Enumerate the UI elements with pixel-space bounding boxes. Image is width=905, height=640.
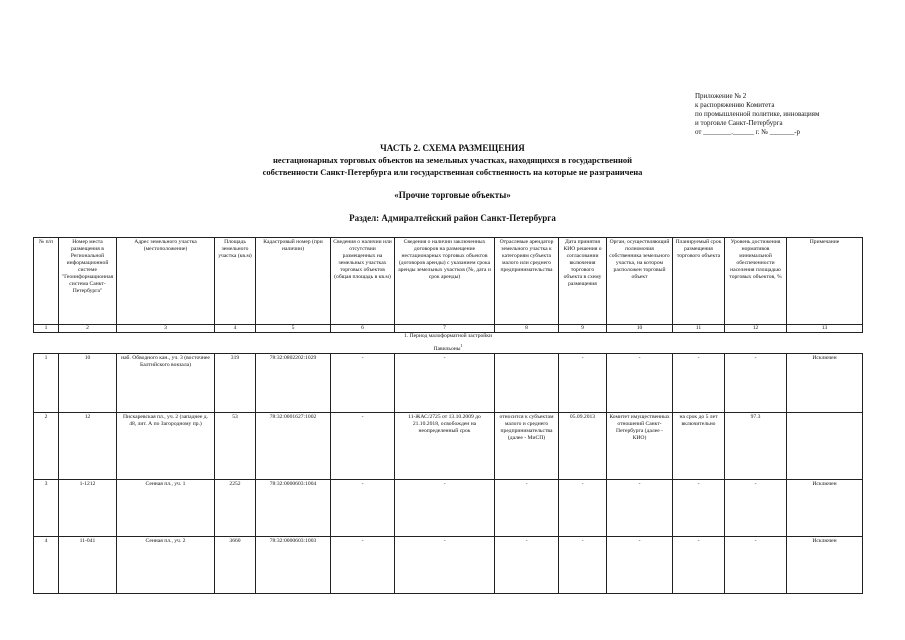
column-number: 10 (607, 325, 673, 333)
column-number: 11 (673, 325, 725, 333)
table-cell: 78:32:0000603:1004 (256, 480, 331, 537)
column-header: Площадь земельного участка (кв.м) (215, 238, 256, 325)
table-cell: 319 (215, 354, 256, 413)
appendix-line: и торговле Санкт-Петербурга (695, 119, 783, 127)
column-header: Номер места размещения в Региональной информационной системе "Геоинформационная система Санкт-Петербурга" (59, 238, 117, 325)
table-cell (787, 413, 863, 480)
table-cell: относится к субъектам малого и среднего предпринимательства (далее - МиСП) (495, 413, 559, 480)
table-cell: на срок до 5 лет включительно (673, 413, 725, 480)
column-header: Сведения о наличии или отсутствии размещенных на земельных участках торговых объектов (общая площадь в кв.м) (331, 238, 395, 325)
column-number: 13 (787, 325, 863, 333)
table-cell: 97.3 (725, 413, 787, 480)
subsection-label: Павильоны (433, 345, 461, 352)
district-title: Раздел: Адмиралтейский район Санкт-Петербурга (349, 213, 556, 223)
table-cell: 11-041 (59, 537, 117, 594)
column-number: 1 (34, 325, 59, 333)
table-cell: - (395, 537, 495, 594)
table-cell: 53 (215, 413, 256, 480)
table-cell: 10 (59, 354, 117, 413)
table-cell: 1-1212 (59, 480, 117, 537)
table-cell: Комитет имущественных отношений Санкт-Петербурга (далее - КИО) (607, 413, 673, 480)
table-cell: 1 (34, 354, 59, 413)
section-label: 1. Период малоформатной застройки (404, 333, 492, 339)
table-row (34, 537, 863, 594)
table-cell: Сенная пл., уч. 1 (117, 480, 215, 537)
table-row (34, 480, 863, 537)
table-cell: 2 (34, 413, 59, 480)
table-cell: Исключен (787, 354, 863, 413)
table-cell (495, 354, 559, 413)
column-number: 2 (59, 325, 117, 333)
table-cell: - (673, 354, 725, 413)
table-cell: 2252 (215, 480, 256, 537)
column-number: 5 (256, 325, 331, 333)
table-cell: - (673, 537, 725, 594)
column-number-row (34, 325, 863, 333)
table-cell: 3660 (215, 537, 256, 594)
column-header: Планируемый срок размещения торгового объекта (673, 238, 725, 325)
column-header: Дата принятия КИО решения о согласовании включения торгового объекта в схему размещения (559, 238, 607, 325)
column-header: Отраслевые арендатор земельного участка к категориям субъекта малого или среднего предпринимательства (495, 238, 559, 325)
table-cell: - (559, 537, 607, 594)
table-cell: Исключен (787, 537, 863, 594)
appendix-block (695, 92, 895, 137)
table-cell: наб. Обводного кан., уч. 3 (восточнее Балтийского вокзала) (117, 354, 215, 413)
table-cell: 78:32:0001627:1002 (256, 413, 331, 480)
table-cell: - (495, 537, 559, 594)
table-cell: 3 (34, 480, 59, 537)
document-subtitle: нестационарных торговых объектов на земельных участках, находящихся в государственной (273, 155, 632, 165)
table-row (34, 354, 863, 413)
column-header: Орган, осуществляющий полномочия собственника земельного участка, на котором расположен торговый объект (607, 238, 673, 325)
appendix-line: по промышленной политике, инновациям (695, 110, 820, 118)
column-number: 9 (559, 325, 607, 333)
section-row (34, 333, 863, 343)
table-cell: - (607, 354, 673, 413)
table-cell: 12 (59, 413, 117, 480)
column-header: № п/п (34, 238, 59, 325)
table-cell: - (607, 480, 673, 537)
table-cell: 4 (34, 537, 59, 594)
table-cell: - (331, 413, 395, 480)
appendix-line: от ________.______ г. № _______-р (695, 128, 801, 136)
table-cell: - (331, 354, 395, 413)
placement-table (33, 237, 863, 594)
table-cell: - (673, 480, 725, 537)
table-row (34, 413, 863, 480)
table-cell: Сенная пл., уч. 2 (117, 537, 215, 594)
table-cell: - (395, 480, 495, 537)
subsection-row (34, 342, 863, 354)
column-number: 6 (331, 325, 395, 333)
footnote-marker: 1 (460, 343, 463, 348)
part-title: ЧАСТЬ 2. СХЕМА РАЗМЕЩЕНИЯ (380, 143, 525, 153)
table-cell: 11-ЖАС/2725 от 13.10.2009 до 21.10.2018, освобожден на неопределенный срок (395, 413, 495, 480)
column-number: 12 (725, 325, 787, 333)
category-title: «Прочие торговые объекты» (394, 190, 511, 200)
table-cell: - (559, 480, 607, 537)
table-cell: 05.09.2013 (559, 413, 607, 480)
column-number: 3 (117, 325, 215, 333)
document-subtitle: собственности Санкт-Петербурга или государственная собственность на которые не разграничена (262, 167, 643, 177)
table-cell: Исключен (787, 480, 863, 537)
column-header: Сведения о наличии заключенных договоров на размещение нестационарных торговых объектов (договоров аренды) с указанием срока аренды земельных участков (№, дата и срок аренды) (395, 238, 495, 325)
table-cell: - (395, 354, 495, 413)
column-number: 8 (495, 325, 559, 333)
table-cell: Пискаревская пл., уч. 2 (западнее д. 48, лит. А по Загородному пр.) (117, 413, 215, 480)
column-number: 4 (215, 325, 256, 333)
table-cell: - (559, 354, 607, 413)
column-header: Адрес земельного участка (местоположение) (117, 238, 215, 325)
column-header: Примечание (787, 238, 863, 325)
column-header: Уровень достижения нормативов минимальной обеспеченности населения площадью торговых объектов, % (725, 238, 787, 325)
table-cell: - (725, 354, 787, 413)
table-cell: - (725, 480, 787, 537)
table-header-row (34, 238, 863, 325)
table-cell: 78:32:0000603:1003 (256, 537, 331, 594)
appendix-line: Приложение № 2 (695, 92, 747, 100)
table-cell: 78:32:0802202:1029 (256, 354, 331, 413)
table-cell: - (607, 537, 673, 594)
table-cell: - (331, 480, 395, 537)
subsection-cell (34, 342, 863, 354)
appendix-line: к распоряжению Комитета (695, 101, 775, 109)
table-cell: - (725, 537, 787, 594)
column-header: Кадастровый номер (при наличии) (256, 238, 331, 325)
table-cell: - (495, 480, 559, 537)
column-number: 7 (395, 325, 495, 333)
table-cell: - (331, 537, 395, 594)
